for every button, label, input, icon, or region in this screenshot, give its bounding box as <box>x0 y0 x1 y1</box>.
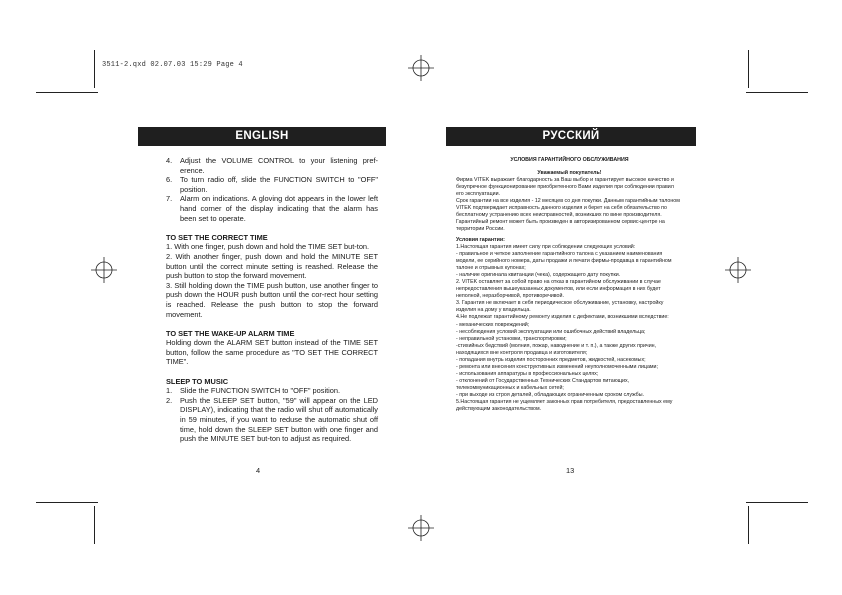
heading-sleep-to-music: SLEEP TO MUSIC <box>166 376 229 386</box>
section-banner-english: ENGLISH <box>138 127 386 146</box>
crop-mark <box>748 506 749 544</box>
registration-mark-icon <box>408 515 434 541</box>
paragraph: 1. With one finger, push down and hold the TIME SET but-ton. <box>166 242 370 252</box>
crop-mark <box>746 502 808 503</box>
condition-line: 1.Настоящая гарантия имеет силу при соблюдении следующих условий: <box>456 244 636 251</box>
list-item <box>166 396 378 444</box>
page-number-right: 13 <box>566 466 575 475</box>
condition-line: 2. VITEK оставляет за собой право на отказ в гарантийном обслуживании в случае непредоставления вышеуказанных документов, или если информация в них будет неполной, неразборчивой, противоречивой. <box>456 279 661 300</box>
crop-mark <box>94 50 95 88</box>
warranty-service: Гарантийный ремонт может быть произведен в авторизированном сервис-центре на территории России. <box>456 219 665 233</box>
list-item-number: 4. <box>166 156 173 165</box>
condition-line: - ремонта или внесения конструктивных изменений неуполномоченными лицами; <box>456 363 658 370</box>
list-item-text: Adjust the VOLUME CONTROL to your listening pref-erence. <box>180 156 378 175</box>
list-item-text: Slide the FUNCTION SWITCH to "OFF" position. <box>180 386 341 396</box>
page-number-left: 4 <box>256 466 261 475</box>
condition-line: 3. Гарантия не включает в себя периодическое обслуживание, установку, настройку изделия на дому у владельца. <box>456 300 664 314</box>
section-banner-russian: РУССКИЙ <box>446 127 696 146</box>
list-item-text: To turn radio off, slide the FUNCTION SWITCH to "OFF" position. <box>180 175 378 194</box>
condition-line: 5.Настоящая гарантия не ущемляет законных прав потребителя, предоставленных ему действующим законодательством. <box>456 399 673 413</box>
warranty-title: УСЛОВИЯ ГАРАНТИЙНОГО ОБСЛУЖИВАНИЯ <box>510 157 629 163</box>
condition-line: 4.Не подлежат гарантийному ремонту изделия с дефектами, возникшими вследствие: <box>456 314 669 321</box>
condition-line: - несоблюдения условий эксплуатации или ошибочных действий владельца; <box>456 328 646 335</box>
condition-line: - попадания внутрь изделия посторонних предметов, жидкостей, насекомых; <box>456 356 646 363</box>
crop-mark <box>94 506 95 544</box>
crop-mark <box>36 502 98 503</box>
list-item-number: 7. <box>166 194 173 204</box>
paragraph: Holding down the ALARM SET button instead of the TIME SET button, follow the same procedure as "TO SET THE CORRECT TIME". <box>166 338 378 367</box>
crop-mark <box>748 50 749 88</box>
condition-line: - наличие оригинала квитанции (чека), содержащего дату покупки. <box>456 272 621 279</box>
heading-alarm-time: TO SET THE WAKE-UP ALARM TIME <box>166 328 295 338</box>
list-item-number: 1. <box>166 386 173 396</box>
warranty-greeting: Уважаемый покупатель! <box>537 170 602 177</box>
paragraph: 3. Still holding down the TIME push button, use another finger to push down the HOUR push button until the cor-rect hour setting is reached. Release the push button to stop the forward movement. <box>166 280 378 319</box>
list-item <box>166 156 378 175</box>
list-item-number: 2. <box>166 395 173 405</box>
condition-line: - при выходе из строя деталей, обладающих ограниченным сроком службы. <box>456 392 644 398</box>
crop-mark <box>36 92 98 93</box>
crop-mark <box>746 92 808 93</box>
registration-mark-icon <box>725 257 751 283</box>
list-item-text: Push the SLEEP SET button, "59" will appear on the LED DISPLAY), indicating that the radio will shut off automatically in 59 minutes, if you want to reduse the automatic shut off time, hold down the SLEEP SET button with one finger and push the MINUTE SET but-ton to adjust as required. <box>180 395 378 444</box>
heading-correct-time: TO SET THE CORRECT TIME <box>166 232 268 242</box>
list-item <box>166 175 378 194</box>
condition-line: - использования аппаратуры в профессиональных целях; <box>456 370 599 377</box>
registration-mark-icon <box>91 257 117 283</box>
paragraph: 2. With another finger, push down and hold the MINUTE SET button until the correct minute setting is reashed. Release the push button to stop the forward movement. <box>166 251 378 281</box>
list-item <box>166 194 378 223</box>
registration-mark-icon <box>408 55 434 81</box>
russian-column <box>456 157 683 413</box>
print-slug: 3511-2.qxd 02.07.03 15:29 Page 4 <box>102 61 243 69</box>
list-item-number: 6. <box>166 175 173 185</box>
condition-line: - отклонений от Государственных Технических Стандартов питающих, телекоммуникационных и кабельных сетей; <box>456 377 630 391</box>
condition-line: - неправильной установки, транспортировки; <box>456 335 567 342</box>
warranty-term: Срок гарантии на все изделия - 12 месяцев со дня покупки. Данным гарантийным талоном VITEK подтверждает исправность данного изделия и берет на себя обязательство по бесплатному устранению всех неисправностей, возникших по вине производителя. <box>456 198 680 219</box>
condition-line: - механических повреждений; <box>456 321 530 328</box>
english-column <box>166 156 378 444</box>
list-item-text: Alarm on indications. A gloving dot appears in the lower left hand corner of the display indicating that the alarm has been set to operate. <box>180 194 378 223</box>
warranty-intro: Фирма VITEK выражает благодарность за Ваш выбор и гарантирует высокое качество и безупречное функционирование приобретенного Вами изделия при соблюдении правил его эксплуатации. <box>456 177 674 198</box>
list-item <box>166 386 378 396</box>
condition-line: -стихийных бедствий (молния, пожар, наводнение и т. п.), а также других причин, находящихся вне контроля продавца и изготовителя; <box>456 342 657 356</box>
condition-line: - правильное и четкое заполнение гарантийного талона с указанием наименования модели, ее серийного номера, даты продажи и печати фирмы-продавца в гарантийном талоне и отрывных купонах; <box>456 251 672 272</box>
conditions-heading: Условия гарантии: <box>456 236 505 243</box>
